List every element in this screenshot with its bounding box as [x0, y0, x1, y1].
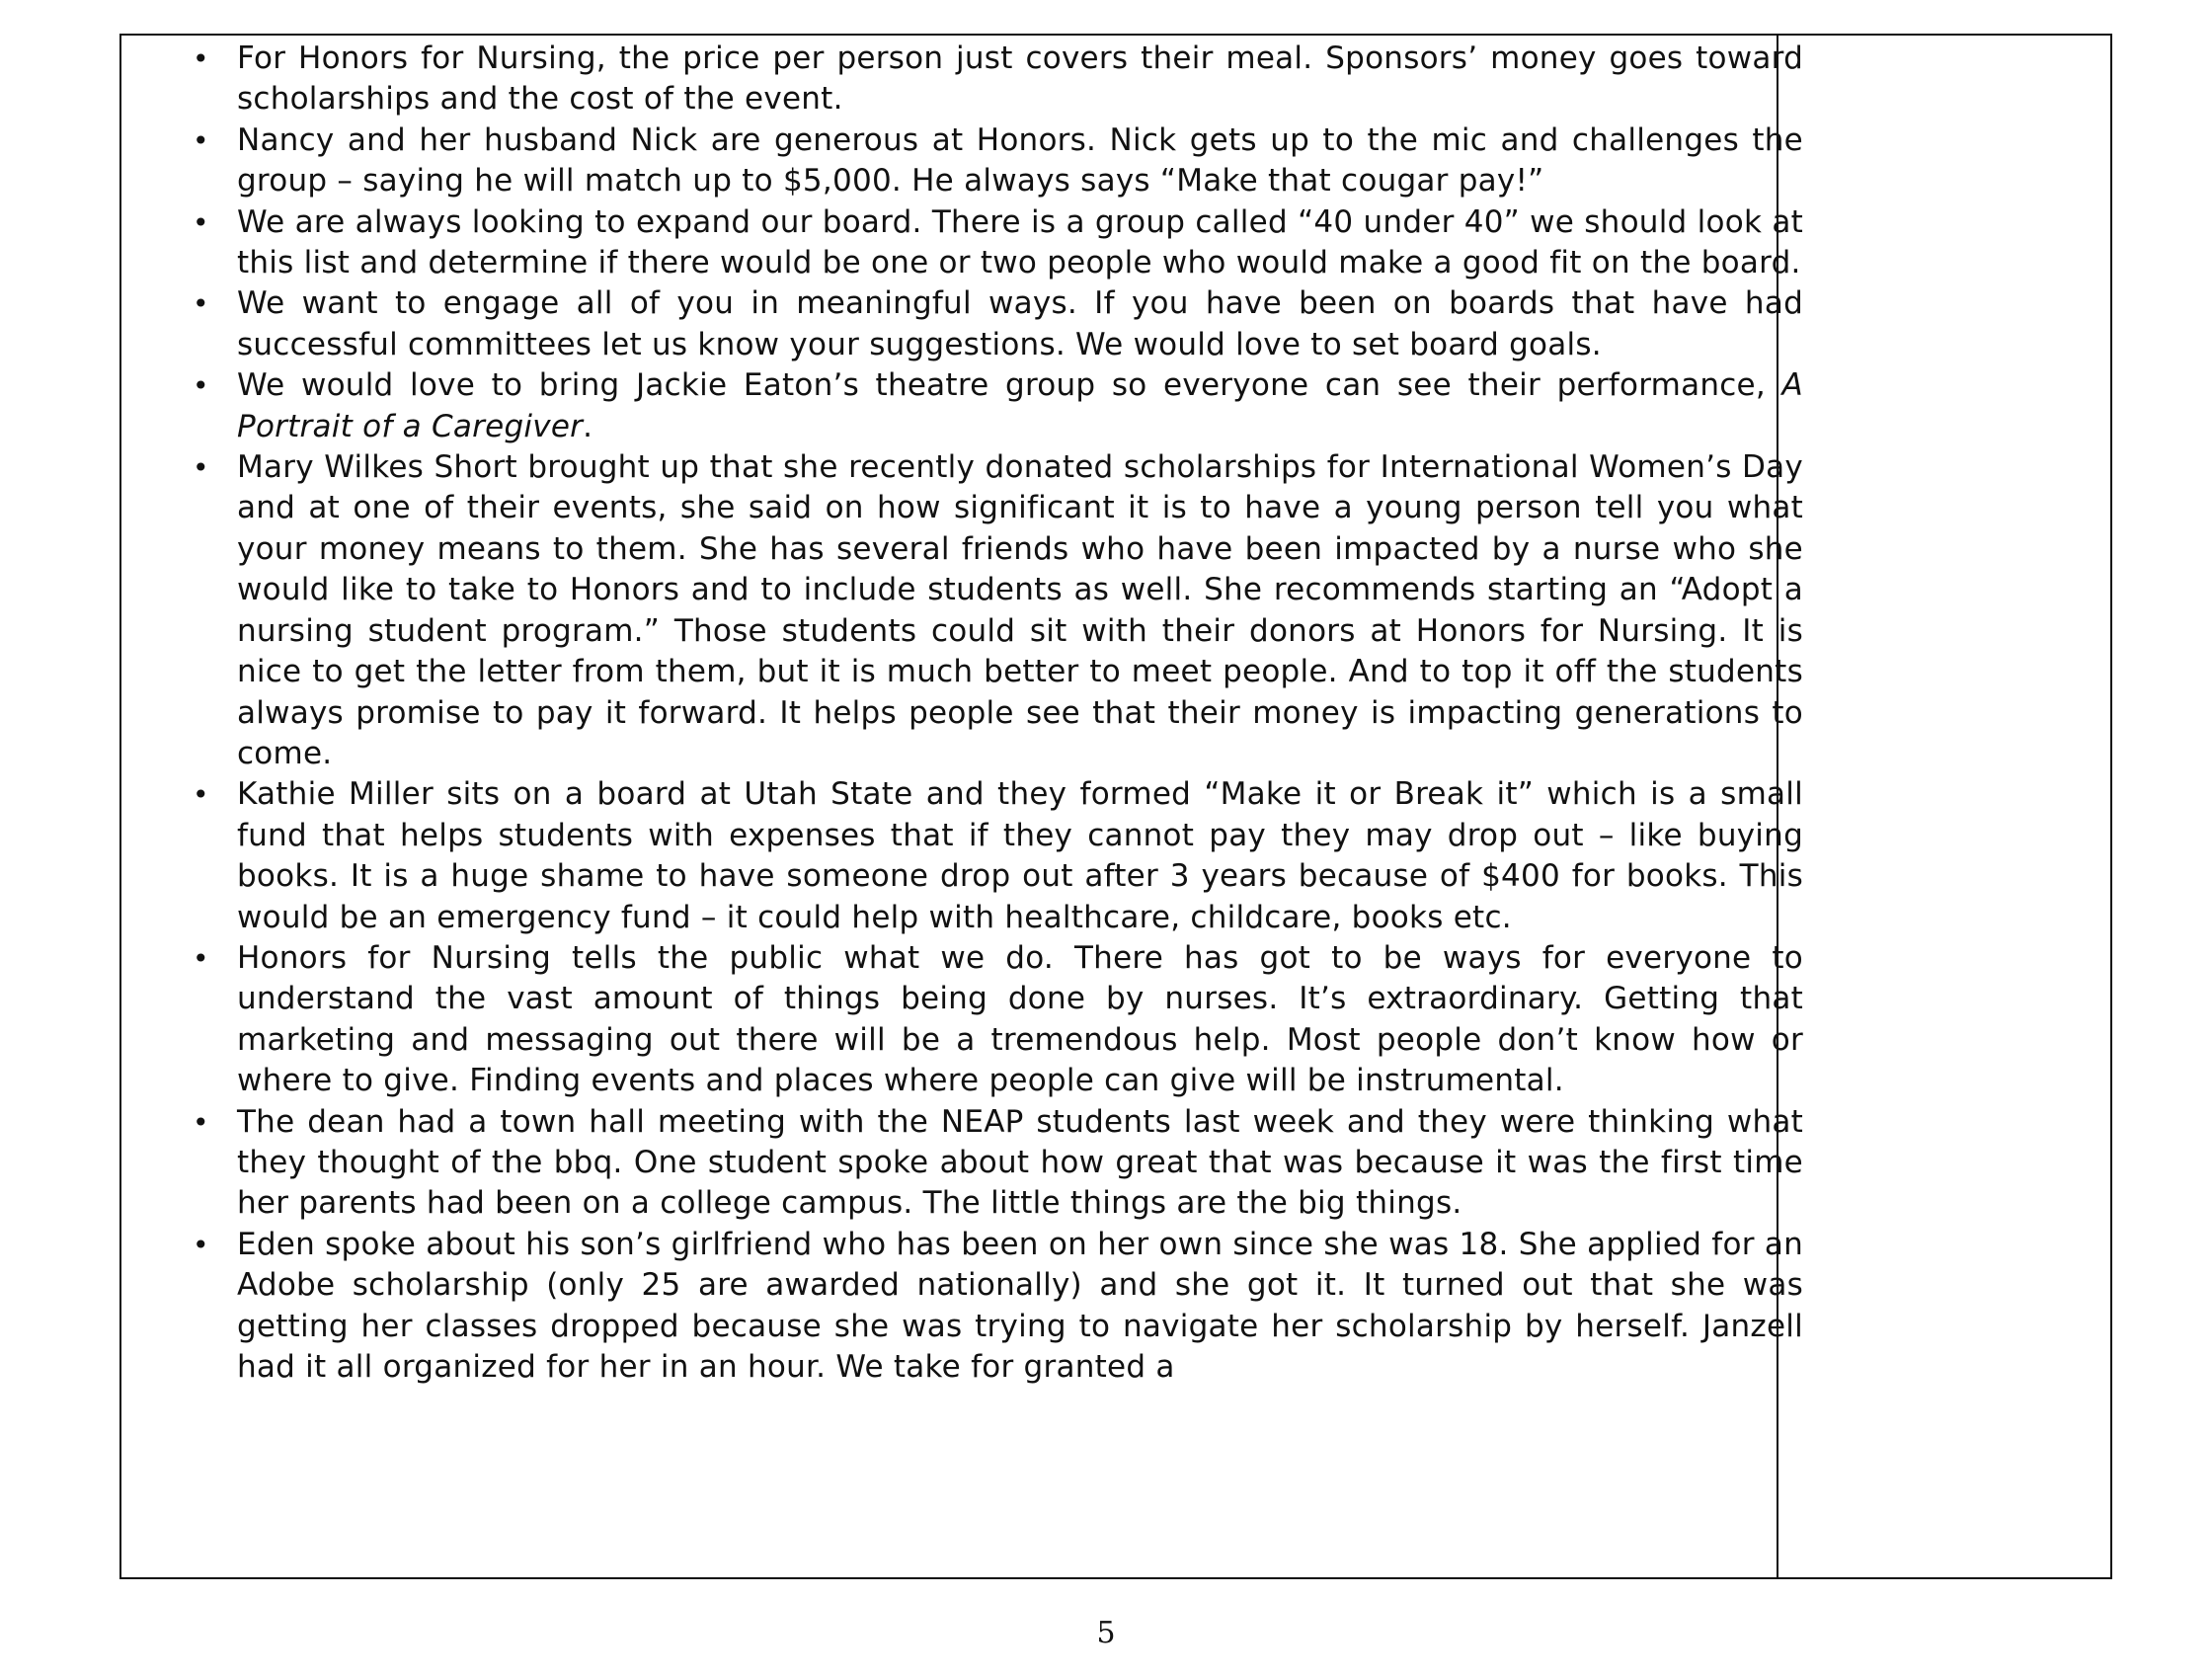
list-item: • Nancy and her husband Nick are generous at Honors. Nick gets up to the mic and challenges the group – saying he will match up to $5,000. He always says “Make that cougar pay!”: [193, 121, 1803, 200]
discussion-list: [193, 39, 1803, 1388]
bullet-icon: •: [193, 1105, 209, 1139]
bullet-icon: •: [193, 123, 209, 157]
list-item: • We want to engage all of you in meaningful ways. If you have been on boards that have had successful committees let us know your suggestions. We would love to set board goals.: [193, 285, 1803, 362]
minutes-table: [119, 34, 2112, 1579]
discussion-cell: [121, 36, 1803, 1577]
bullet-icon: •: [193, 287, 209, 321]
list-item: • For Honors for Nursing, the price per person just covers their meal. Sponsors’ money goes toward scholarships and the cost of the event.: [193, 40, 1803, 118]
list-item: • We are always looking to expand our board. There is a group called “40 under 40” we should look at this list and determine if there would be one or two people who would make a good fit on the board.: [193, 203, 1803, 281]
list-item: • Honors for Nursing tells the public what we do. There has got to be ways for everyone to understand the vast amount of things being done by nurses. It’s extraordinary. Getting that marketing and messaging out there will be a tremendous help. Most people don’t know how or where to give. Finding events and places where people can give will be instrumental.: [193, 939, 1803, 1099]
bullet-icon: •: [193, 451, 209, 485]
list-item: • Mary Wilkes Short brought up that she recently donated scholarships for International Women’s Day and at one of their events, she said on how significant it is to have a young person tell you what your money means to them. She has several friends who have been impacted by a nurse who she would like to take to Honors and to include students as well. She recommends starting an “Adopt a nursing student program.” Those students could sit with their donors at Honors for Nursing. It is nice to get the letter from them, but it is much better to meet people. And to top it off the students always promise to pay it forward. It helps people see that their money is impacting generations to come.: [193, 449, 1803, 771]
list-item: • We would love to bring Jackie Eaton’s theatre group so everyone can see their performance, A Portrait of a Caregiver.: [193, 367, 1803, 444]
bullet-icon: •: [193, 941, 209, 975]
bullet-icon: •: [193, 778, 209, 812]
list-item: • Eden spoke about his son’s girlfriend who has been on her own since she was 18. She applied for an Adobe scholarship (only 25 are awarded nationally) and she got it. It turned out that she was getting her classes dropped because she was trying to navigate her scholarship by herself. Janzell had it all organized for her in an hour. We take for granted a: [193, 1226, 1803, 1385]
bullet-icon: •: [193, 1228, 209, 1261]
bullet-icon: •: [193, 205, 209, 239]
play-title: A Portrait of a Caregiver: [237, 367, 1803, 444]
list-item: • The dean had a town hall meeting with the NEAP students last week and they were thinking what they thought of the bbq. One student spoke about how great that was because it was the first time her parents had been on a college campus. The little things are the big things.: [193, 1103, 1803, 1222]
bullet-icon: •: [193, 42, 209, 75]
list-item: • Kathie Miller sits on a board at Utah State and they formed “Make it or Break it” which is a small fund that helps students with expenses that if they cannot pay they may drop out – like buying books. It is a huge shame to have someone drop out after 3 years because of $400 for books. This would be an emergency fund – it could help with healthcare, childcare, books etc.: [193, 776, 1803, 935]
page-number: 5: [1096, 1616, 1116, 1650]
action-items-cell: [1778, 36, 2110, 1577]
bullet-icon: •: [193, 369, 209, 403]
